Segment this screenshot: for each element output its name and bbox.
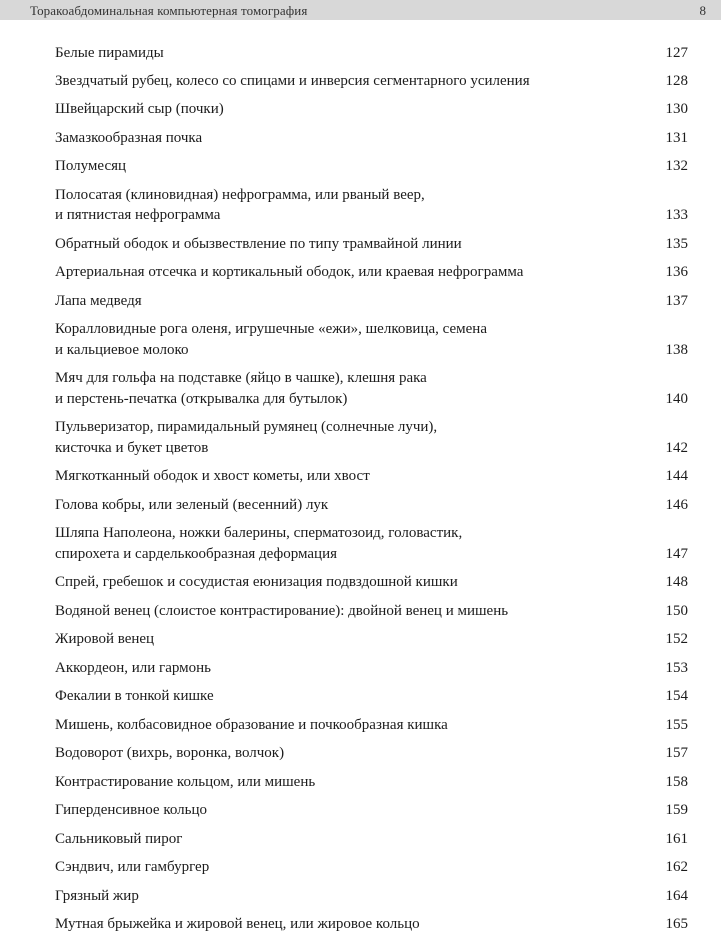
toc-entry-title: Коралловидные рога оленя, игрушечные «ежи», шелковица, семена и кальциевое молоко — [55, 321, 487, 358]
running-header-title: Торакоабдоминальная компьютерная томография — [30, 3, 308, 18]
toc-entry[interactable] — [55, 743, 688, 764]
toc-entry[interactable] — [55, 466, 688, 487]
toc-entry-page: 158 — [665, 773, 688, 790]
toc-entry-page: 161 — [665, 830, 688, 847]
toc-entry-page: 153 — [665, 659, 688, 676]
toc-entry-title: Жировой венец — [55, 631, 155, 647]
toc-entry-title: Пульверизатор, пирамидальный румянец (солнечные лучи), кисточка и букет цветов — [55, 419, 438, 456]
toc-entry[interactable] — [55, 857, 688, 878]
toc-entry[interactable] — [55, 829, 688, 850]
toc-entry-page: 137 — [665, 292, 688, 309]
toc-entry-page: 144 — [665, 468, 688, 484]
toc-entry-title: Гиперденсивное кольцо — [55, 802, 207, 818]
toc-entry-page: 127 — [665, 45, 688, 61]
toc-entry[interactable] — [55, 71, 688, 92]
toc-entry-page: 162 — [665, 859, 688, 875]
toc-entry[interactable] — [55, 43, 688, 64]
toc-entry-page: 157 — [665, 745, 688, 761]
toc-entry-page: 142 — [665, 439, 688, 456]
page-number: 8 — [699, 3, 706, 18]
toc-entry-page: 131 — [665, 129, 688, 146]
toc-entry-title: Фекалии в тонкой кишке — [55, 688, 214, 704]
toc-entry[interactable] — [55, 715, 688, 736]
toc-entry-page: 135 — [665, 235, 688, 252]
toc-entry-title: Швейцарский сыр (почки) — [55, 101, 224, 117]
toc-entry-title: Водоворот (вихрь, воронка, волчок) — [55, 745, 285, 761]
toc-entry[interactable] — [55, 686, 688, 707]
toc-entry-title: Сальниковый пирог — [55, 830, 183, 847]
toc-entry-page: 159 — [665, 802, 688, 818]
toc-entry-page: 128 — [665, 72, 688, 89]
toc-entry[interactable] — [55, 886, 688, 907]
toc-entry[interactable] — [55, 234, 688, 255]
toc-entry[interactable] — [55, 914, 688, 935]
toc-entry-page: 140 — [665, 390, 688, 407]
toc-entry[interactable] — [55, 368, 688, 409]
table-of-contents — [55, 35, 688, 935]
toc-entry-page: 155 — [665, 716, 688, 733]
toc-entry-page: 136 — [665, 264, 688, 280]
toc-entry-title: Артериальная отсечка и кортикальный ободок, или краевая нефрограмма — [55, 264, 524, 280]
toc-entry[interactable] — [55, 291, 688, 312]
toc-entry-title: Мутная брыжейка и жировой венец, или жировое кольцо — [55, 916, 420, 932]
toc-entry[interactable] — [55, 601, 688, 622]
toc-entry-title: Мягкотканный ободок и хвост кометы, или хвост — [55, 468, 370, 484]
toc-entry[interactable] — [55, 128, 688, 149]
toc-entry-title: Лапа медведя — [55, 292, 142, 309]
toc-entry-title: Шляпа Наполеона, ножки балерины, сперматозоид, головастик, спирохета и сарделькообразная деформация — [55, 525, 463, 562]
toc-entry[interactable] — [55, 99, 688, 120]
toc-entry-title: Контрастирование кольцом, или мишень — [55, 773, 316, 790]
toc-entry-title: Сэндвич, или гамбургер — [55, 859, 210, 875]
toc-entry[interactable] — [55, 417, 688, 458]
toc-entry-title: Обратный ободок и обызвествление по типу трамвайной линии — [55, 235, 462, 252]
toc-entry-page: 165 — [665, 916, 688, 932]
toc-entry-page: 154 — [665, 688, 688, 704]
toc-entry[interactable] — [55, 156, 688, 177]
toc-entry[interactable] — [55, 262, 688, 283]
toc-entry-title: Спрей, гребешок и сосудистая еюнизация подвздошной кишки — [55, 574, 458, 590]
toc-entry-page: 148 — [665, 574, 688, 590]
toc-entry[interactable] — [55, 572, 688, 593]
toc-entry-title: Белые пирамиды — [55, 45, 164, 61]
toc-entry[interactable] — [55, 658, 688, 679]
toc-entry[interactable] — [55, 495, 688, 516]
toc-entry-title: Полумесяц — [55, 158, 127, 174]
toc-entry-page: 138 — [665, 341, 688, 358]
toc-entry-title: Звездчатый рубец, колесо со спицами и инверсия сегментарного усиления — [55, 72, 530, 89]
toc-entry-title: Мишень, колбасовидное образование и почкообразная кишка — [55, 716, 448, 733]
toc-entry-page: 152 — [665, 631, 688, 647]
toc-entry-title: Замазкообразная почка — [55, 129, 203, 146]
toc-entry[interactable] — [55, 629, 688, 650]
toc-entry-page: 146 — [665, 496, 688, 513]
toc-entry-title: Водяной венец (слоистое контрастирование): двойной венец и мишень — [55, 602, 509, 619]
toc-entry[interactable] — [55, 772, 688, 793]
toc-entry[interactable] — [55, 185, 688, 226]
toc-entry-page: 132 — [665, 158, 688, 174]
toc-entry-page: 147 — [665, 545, 688, 562]
toc-entry[interactable] — [55, 523, 688, 564]
running-header — [0, 0, 721, 20]
toc-entry-page: 133 — [665, 207, 688, 223]
toc-entry-title: Грязный жир — [55, 887, 139, 904]
toc-entry[interactable] — [55, 800, 688, 821]
toc-entry-title: Голова кобры, или зеленый (весенний) лук — [55, 496, 329, 513]
toc-entry-page: 150 — [665, 602, 688, 619]
toc-entry-page: 164 — [665, 887, 688, 904]
toc-entry[interactable] — [55, 319, 688, 360]
toc-entry-title: Аккордеон, или гармонь — [55, 659, 211, 676]
toc-entry-page: 130 — [665, 101, 688, 117]
toc-entry-title: Мяч для гольфа на подставке (яйцо в чашке), клешня рака и перстень-печатка (открывалка для бутылок) — [55, 370, 427, 407]
toc-entry-title: Полосатая (клиновидная) нефрограмма, или рваный веер, и пятнистая нефрограмма — [55, 186, 425, 223]
